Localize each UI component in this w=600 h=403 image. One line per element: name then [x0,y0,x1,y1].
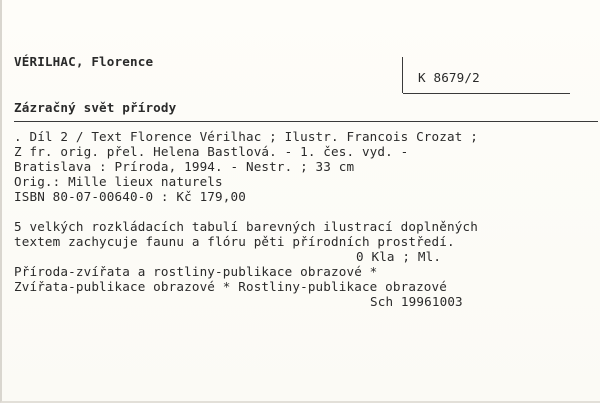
header-rule [403,93,570,94]
description-line: Bratislava : Príroda, 1994. - Nestr. ; 33 cm [14,159,355,174]
title-rule [14,121,598,122]
title-heading: Zázračný svět přírody [14,100,177,115]
call-number: K 8679/2 [418,70,480,85]
annotation-line: textem zachycuje faunu a flóru pěti přírodních prostředí. [14,234,455,249]
description-line: Orig.: Mille lieux naturels [14,174,223,189]
author-heading: VÉRILHAC, Florence [14,54,154,69]
description-line: . Díl 2 / Text Florence Vérilhac ; Ilustr. Francois Crozat ; [14,129,478,144]
subject-line: Příroda-zvířata a rostliny-publikace obrazové * [14,264,378,279]
subject-line: Zvířata-publikace obrazové * Rostliny-publikace obrazové [14,279,447,294]
isbn-line: ISBN 80-07-00640-0 : Kč 179,00 [14,189,246,204]
vertical-divider [402,57,403,93]
record-code: Sch 19961003 [370,294,463,309]
annotation-line: 5 velkých rozkládacích tabulí barevných ilustrací doplněných [14,219,478,234]
description-line: Z fr. orig. přel. Helena Bastlová. - 1. čes. vyd. - [14,144,409,159]
classification: 0 Kla ; Ml. [356,249,442,264]
